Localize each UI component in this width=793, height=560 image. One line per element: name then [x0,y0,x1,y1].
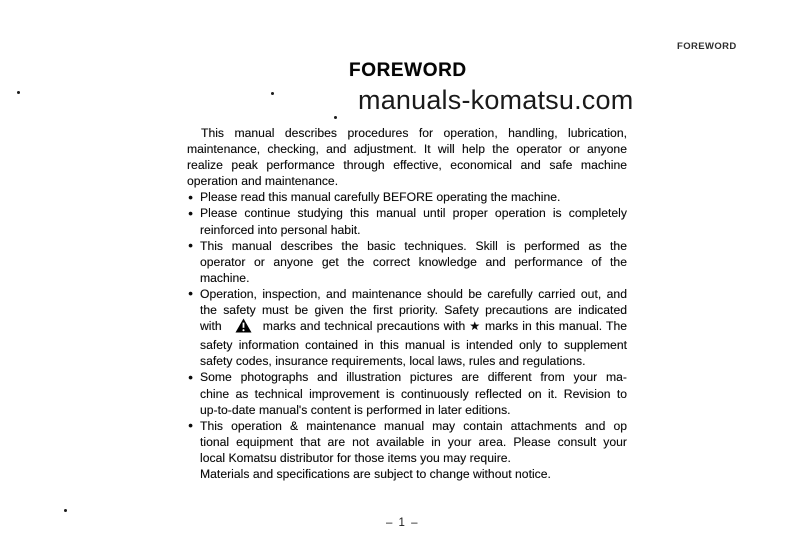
scan-speck [17,91,20,94]
intro-paragraph [187,125,627,189]
bullet-item [187,286,627,369]
bullet-marker-icon: ● [188,207,194,218]
text-line: safety information contained in this manual is intended only to supplement [200,338,627,353]
text-line: safety codes, insurance requirements, local laws, rules and regulations. [200,354,586,369]
text-line: Some photographs and illustration pictures are different from your ma- [200,370,627,385]
watermark-text: manuals-komatsu.com [358,85,634,115]
text-line: with marks and technical precautions with ★ marks in this manual. The [200,318,627,337]
text-line: Materials and specifications are subject to change without notice. [200,466,551,481]
scan-speck [64,509,67,512]
text-line: operator or anyone get the correct knowledge and performance of the [200,254,627,269]
bullet-item [187,205,627,237]
bullet-marker-icon: ● [188,371,194,382]
text-line: machine. [200,270,250,285]
text-line: the safety must be given the first priority. Safety precautions are indicated [200,303,627,318]
text-line: local Komatsu distributor for those items you may require. [200,450,511,465]
text-line: reinforced into personal habit. [200,222,361,237]
scan-speck [334,116,337,119]
text-line: maintenance, checking, and adjustment. It will help the operator or anyone [187,142,627,157]
body-text [187,125,627,482]
bullet-list [187,189,627,482]
scan-speck [271,92,274,95]
text-line: Operation, inspection, and maintenance should be carefully carried out, and [200,286,627,301]
bullet-item [187,189,627,205]
text-line: realize peak performance through effective, economical and safe machine [187,158,627,173]
text-line: chine as technical improvement is continuously reflected on it. Revision to [200,386,627,401]
warning-triangle-icon [235,318,252,337]
bullet-marker-icon: ● [188,288,194,299]
page-number: – 1 – [385,517,420,529]
bullet-item [187,238,627,286]
text-line: This manual describes the basic techniques. Skill is performed as the [200,238,627,253]
text-line: tional equipment that are not available in your area. Please consult your [200,434,627,449]
page-title: FOREWORD [349,60,467,81]
text-line: This manual describes procedures for operation, handling, lubrication, [201,126,627,140]
text-line: operation and maintenance. [187,174,339,189]
bullet-marker-icon: ● [188,420,194,431]
bullet-marker-icon: ● [188,191,194,202]
bullet-item [187,369,627,417]
running-header: FOREWORD [677,41,737,52]
text-line: Please read this manual carefully BEFORE operating the machine. [200,190,561,205]
bullet-item [187,418,627,482]
text-line: up-to-date manual's content is performed in later editions. [200,402,511,417]
bullet-marker-icon: ● [188,240,194,251]
text-line: Please continue studying this manual until proper operation is completely [200,206,627,221]
text-line: This operation & maintenance manual may contain attachments and op [200,418,627,433]
